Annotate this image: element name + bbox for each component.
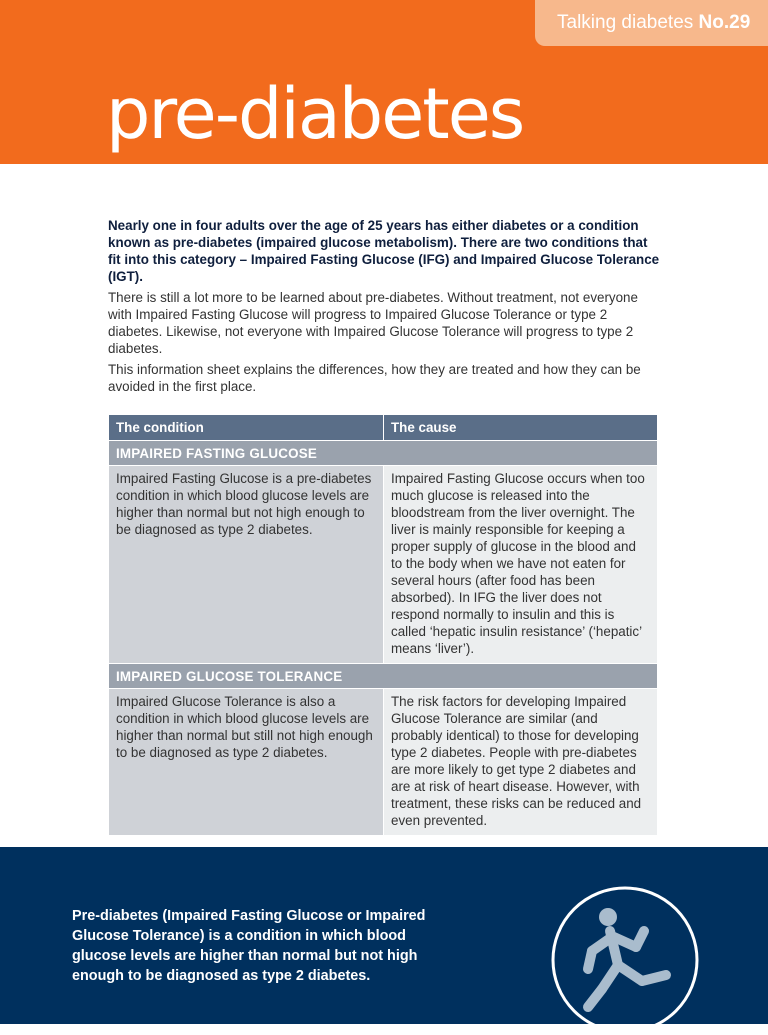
runner-icon <box>550 885 700 1035</box>
page-title: pre-diabetes <box>106 73 524 155</box>
header-condition: The condition <box>109 415 384 441</box>
header-cause: The cause <box>384 415 658 441</box>
intro-lead: Nearly one in four adults over the age of 25 years has either diabetes or a condition known as pre-diabetes (impaired glucose metabolism). There are two conditions that fit into this category – Impaired Fasting Glucose (IFG) and Impaired Glucose Tolerance (IGT). <box>108 218 660 284</box>
condition-table <box>108 414 658 836</box>
section-title-igt: IMPAIRED GLUCOSE TOLERANCE <box>109 664 658 689</box>
page-footer <box>0 847 768 1024</box>
igt-condition-cell: Impaired Glucose Tolerance is also a condition in which blood glucose levels are higher than normal but still not high enough to be diagnosed as type 2 diabetes. <box>109 689 384 836</box>
footer-summary: Pre-diabetes (Impaired Fasting Glucose or Impaired Glucose Tolerance) is a condition in which blood glucose levels are higher than normal but not high enough to be diagnosed as type 2 diabetes. <box>72 908 426 984</box>
series-tab <box>535 0 768 46</box>
table-row <box>109 466 658 664</box>
section-title-ifg: IMPAIRED FASTING GLUCOSE <box>109 441 658 466</box>
section-row-igt <box>109 664 658 689</box>
table-header-row <box>109 415 658 441</box>
table-row <box>109 689 658 836</box>
intro-section <box>108 217 660 399</box>
igt-cause-cell: The risk factors for developing Impaired Glucose Tolerance are similar (and probably identical) to those for developing type 2 diabetes. People with pre-diabetes are more likely to get type 2 diabetes and are at risk of heart disease. However, with treatment, these risks can be reduced and even prevented. <box>384 689 658 836</box>
ifg-cause-cell: Impaired Fasting Glucose occurs when too much glucose is released into the bloodstream from the liver overnight. The liver is mainly responsible for keeping a proper supply of glucose in the blood and to the body when we have not eaten for several hours (after food has been absorbed). In IFG the liver does not respond normally to insulin and this is called ‘hepatic insulin resistance’ (‘hepatic’ means ‘liver’). <box>384 466 658 664</box>
series-label-line <box>557 12 750 34</box>
series-number: No.29 <box>698 12 751 33</box>
page-header <box>0 0 768 164</box>
intro-paragraph-1: There is still a lot more to be learned about pre-diabetes. Without treatment, not everyone with Impaired Fasting Glucose will progress to Impaired Glucose Tolerance or type 2 diabetes. Likewise, not everyone with Impaired Glucose Tolerance will progress to type 2 diabetes. <box>108 290 638 356</box>
series-label: Talking diabetes <box>557 12 694 33</box>
section-row-ifg <box>109 441 658 466</box>
ifg-condition-cell: Impaired Fasting Glucose is a pre-diabetes condition in which blood glucose levels are higher than normal but not high enough to be diagnosed as type 2 diabetes. <box>109 466 384 664</box>
intro-paragraph-2: This information sheet explains the differences, how they are treated and how they can be avoided in the first place. <box>108 362 641 394</box>
